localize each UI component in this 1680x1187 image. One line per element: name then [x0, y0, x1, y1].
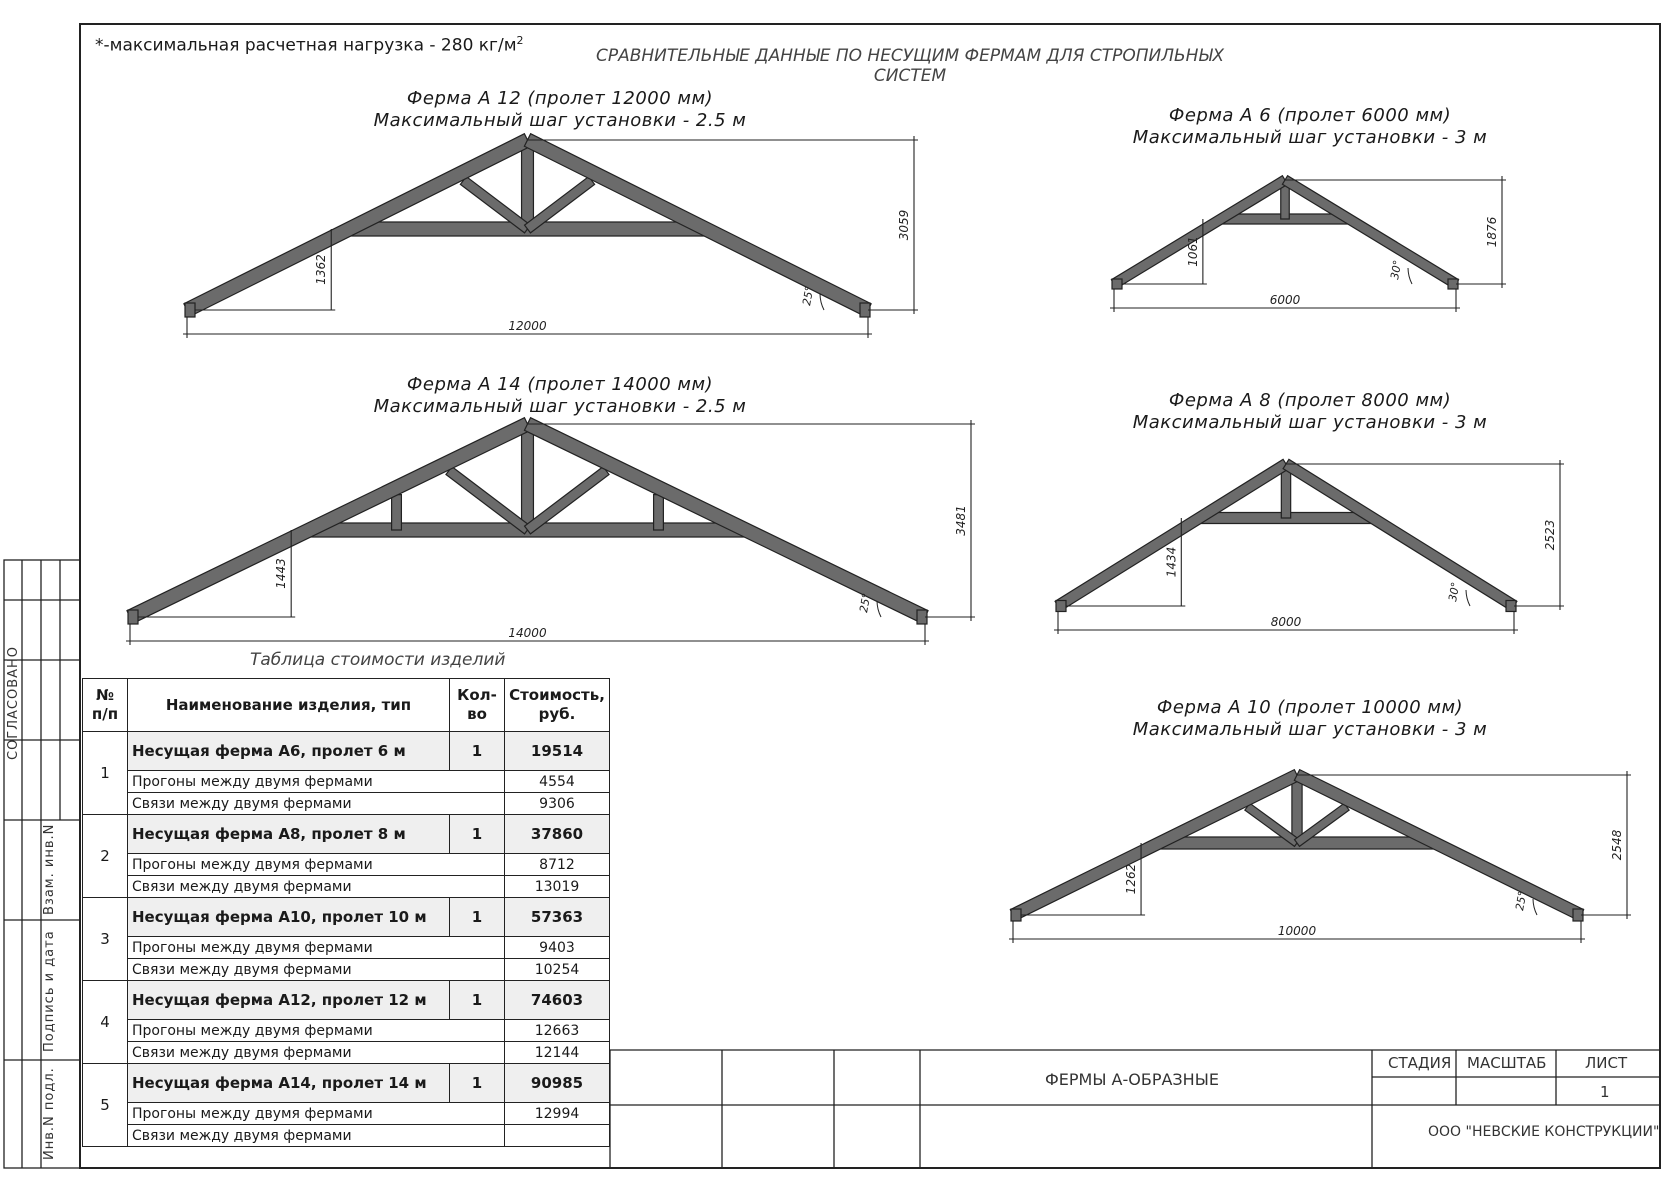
dim-tie-label: 1434	[1164, 546, 1179, 578]
stage-label: СТАДИЯ	[1388, 1054, 1452, 1072]
product-name: Несущая ферма А6, пролет 6 м	[128, 732, 450, 771]
ties-label: Связи между двумя фермами	[128, 793, 505, 815]
truss-end-left	[1112, 279, 1122, 289]
dim-height-label: 3059	[897, 209, 911, 241]
truss-web-vertical	[654, 495, 664, 530]
caption-truss-a12: Ферма А 12 (пролет 12000 мм) Максимальный шаг установки - 2.5 м	[373, 88, 747, 131]
table-subrow-purlins	[83, 1020, 610, 1042]
ties-cost: 12144	[505, 1042, 610, 1064]
truss-a14	[126, 418, 975, 645]
truss-rafter-left	[1111, 176, 1287, 289]
table-subrow-purlins	[83, 937, 610, 959]
product-cost: 19514	[505, 732, 610, 771]
header-qty: Кол-во	[450, 679, 505, 732]
table-row	[83, 1064, 610, 1103]
product-name: Несущая ферма А10, пролет 10 м	[128, 898, 450, 937]
purlins-cost: 4554	[505, 771, 610, 793]
dim-span-label: 12000	[508, 319, 547, 333]
truss-king-post	[522, 424, 534, 530]
ties-label: Связи между двумя фермами	[128, 876, 505, 898]
purlins-label: Прогоны между двумя фермами	[128, 854, 505, 876]
row-number: 4	[83, 981, 128, 1064]
dim-height-label: 1876	[1485, 216, 1499, 248]
purlins-cost: 9403	[505, 937, 610, 959]
table-row	[83, 732, 610, 771]
table-subrow-purlins	[83, 854, 610, 876]
ties-cost: 9306	[505, 793, 610, 815]
cost-table-body	[83, 732, 610, 1147]
dim-span-label: 8000	[1270, 615, 1302, 629]
dim-angle-arc	[820, 294, 824, 310]
doc-title: ФЕРМЫ А-ОБРАЗНЫЕ	[1045, 1070, 1219, 1089]
truss-a6	[1110, 176, 1506, 312]
row-number: 5	[83, 1064, 128, 1147]
product-qty: 1	[450, 815, 505, 854]
caption-truss-a14: Ферма А 14 (пролет 14000 мм) Максимальный шаг установки - 2.5 м	[373, 374, 747, 417]
dim-tie-label: 1443	[274, 558, 289, 589]
table-title: Таблица стоимости изделий	[250, 650, 506, 670]
dim-height-label: 3481	[954, 505, 968, 536]
product-qty: 1	[450, 732, 505, 771]
truss-rafter-right	[1283, 459, 1517, 610]
caption-truss-a10: Ферма А 10 (пролет 10000 мм) Максимальный шаг установки - 3 м	[1132, 697, 1488, 740]
side-label-inv-replace: Взам. инв.N	[42, 823, 57, 915]
header-num: № п/п	[83, 679, 128, 732]
dim-tie-label: 1362	[314, 254, 329, 285]
purlins-label: Прогоны между двумя фермами	[128, 1103, 505, 1125]
truss-end-left	[1056, 601, 1066, 612]
product-cost: 57363	[505, 898, 610, 937]
product-cost: 74603	[505, 981, 610, 1020]
main-title: СРАВНИТЕЛЬНЫЕ ДАННЫЕ ПО НЕСУЩИМ ФЕРМАМ ДЛЯ СТРОПИЛЬНЫХ СИСТЕМ	[595, 46, 1224, 86]
ties-cost: 10254	[505, 959, 610, 981]
truss-rafter-right	[524, 418, 928, 624]
dim-tie-label: 1262	[1124, 863, 1139, 895]
dim-height-label: 2523	[1543, 519, 1557, 551]
purlins-cost: 12994	[505, 1103, 610, 1125]
truss-a8	[1054, 459, 1564, 634]
truss-a10	[1009, 770, 1631, 943]
dim-angle-label: 25°	[1513, 890, 1530, 912]
product-name: Несущая ферма А8, пролет 8 м	[128, 815, 450, 854]
row-number: 2	[83, 815, 128, 898]
product-qty: 1	[450, 898, 505, 937]
caption-truss-a8: Ферма А 8 (пролет 8000 мм) Максимальный шаг установки - 3 м	[1132, 390, 1488, 433]
row-number: 1	[83, 732, 128, 815]
purlins-cost: 12663	[505, 1020, 610, 1042]
truss-rafter-left	[127, 418, 531, 624]
table-row	[83, 815, 610, 854]
load-note: *-максимальная расчетная нагрузка - 280 $кг/м^2$	[95, 34, 524, 56]
table-row	[83, 981, 610, 1020]
table-subrow-ties	[83, 876, 610, 898]
dim-angle-label: 25°	[857, 592, 874, 614]
dim-angle-arc	[1533, 899, 1537, 915]
truss-end-left	[185, 303, 195, 317]
ties-label: Связи между двумя фермами	[128, 1042, 505, 1064]
ties-label: Связи между двумя фермами	[128, 959, 505, 981]
scale-label: МАСШТАБ	[1467, 1054, 1547, 1072]
dim-angle-label: 30°	[1388, 259, 1405, 281]
product-name: Несущая ферма А14, пролет 14 м	[128, 1064, 450, 1103]
ties-cost: 13019	[505, 876, 610, 898]
table-subrow-purlins	[83, 771, 610, 793]
truss-king-post	[522, 140, 534, 229]
product-cost: 90985	[505, 1064, 610, 1103]
table-subrow-ties	[83, 1042, 610, 1064]
dim-angle-label: 25°	[800, 285, 817, 307]
truss-web-vertical	[392, 495, 402, 530]
purlins-label: Прогоны между двумя фермами	[128, 937, 505, 959]
purlins-cost: 8712	[505, 854, 610, 876]
truss-rafter-right	[1282, 176, 1458, 289]
caption-truss-a6: Ферма А 6 (пролет 6000 мм) Максимальный шаг установки - 3 м	[1132, 105, 1488, 148]
side-label-sign-date: Подпись и дата	[42, 930, 57, 1052]
dim-tie-label: 1061	[1185, 236, 1200, 267]
sheet-label: ЛИСТ	[1585, 1054, 1628, 1072]
side-label-agreed: СОГЛАСОВАНО	[6, 645, 21, 760]
truss-rafter-left	[1055, 459, 1289, 610]
table-row	[83, 898, 610, 937]
ties-label: Связи между двумя фермами	[128, 1125, 505, 1147]
table-subrow-ties	[83, 959, 610, 981]
dim-span-label: 10000	[1277, 924, 1317, 938]
product-name: Несущая ферма А12, пролет 12 м	[128, 981, 450, 1020]
purlins-label: Прогоны между двумя фермами	[128, 771, 505, 793]
table-subrow-ties	[83, 793, 610, 815]
dim-span-label: 6000	[1269, 293, 1301, 307]
dim-angle-label: 30°	[1446, 581, 1463, 603]
product-qty: 1	[450, 981, 505, 1020]
side-label-inv-orig: Инв.N подл.	[42, 1067, 57, 1160]
ties-cost	[505, 1125, 610, 1147]
dim-span-label: 14000	[508, 626, 547, 640]
header-name: Наименование изделия, тип	[128, 679, 450, 732]
table-header-row	[83, 679, 610, 732]
cost-table	[82, 678, 610, 1147]
table-subrow-ties	[83, 1125, 610, 1147]
purlins-label: Прогоны между двумя фермами	[128, 1020, 505, 1042]
dim-height-label: 2548	[1610, 829, 1624, 861]
truss-a12	[183, 134, 918, 338]
dim-angle-arc	[1466, 590, 1470, 606]
row-number: 3	[83, 898, 128, 981]
dim-angle-arc	[1408, 268, 1412, 284]
table-subrow-purlins	[83, 1103, 610, 1125]
truss-end-left	[128, 610, 138, 624]
product-qty: 1	[450, 1064, 505, 1103]
truss-end-left	[1011, 909, 1021, 921]
sheet-number: 1	[1600, 1083, 1610, 1101]
product-cost: 37860	[505, 815, 610, 854]
truss-king-post	[1292, 775, 1302, 843]
company-name: ООО "НЕВСКИЕ КОНСТРУКЦИИ"	[1428, 1124, 1660, 1140]
header-cost: Стоимость, руб.	[505, 679, 610, 732]
